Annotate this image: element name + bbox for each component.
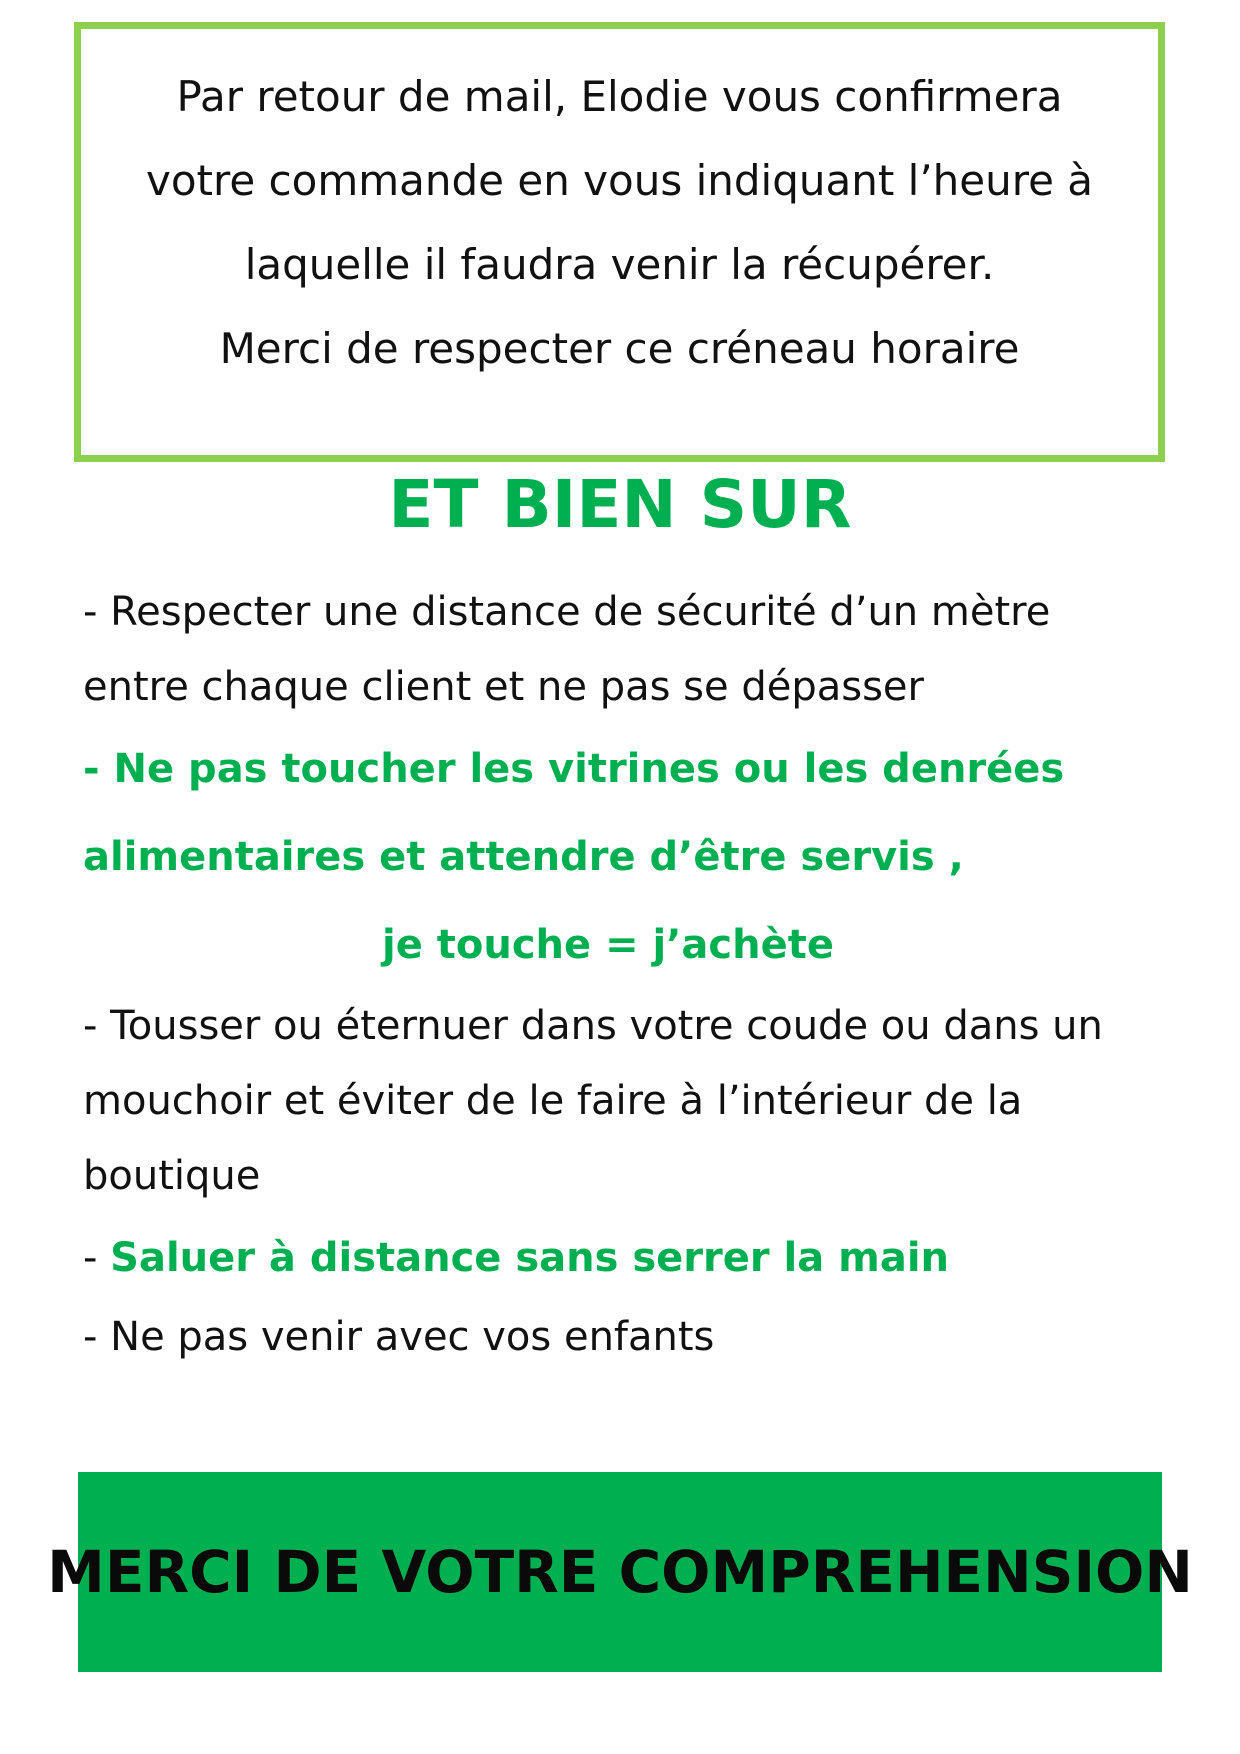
notice-line: votre commande en vous indiquant l’heure à	[145, 156, 1094, 205]
rule-greet-text: Saluer à distance sans serrer la main	[110, 1235, 950, 1281]
rule-line: boutique	[83, 1153, 261, 1199]
notice-line: Par retour de mail, Elodie vous confirmera	[176, 72, 1063, 121]
notice-line: laquelle il faudra venir la récupérer.	[244, 240, 995, 289]
rule-line: mouchoir et éviter de le faire à l’intérieur de la	[83, 1078, 1023, 1124]
rule-line: - Ne pas toucher les vitrines ou les denrées	[83, 746, 1065, 792]
rule-line: - Tousser ou éternuer dans votre coude ou dans un	[83, 1003, 1103, 1049]
order-confirmation-notice	[74, 22, 1165, 462]
rule-children	[83, 1302, 1193, 1372]
rule-line	[83, 1214, 1193, 1302]
rule-slogan: je touche = j’achète	[382, 922, 834, 968]
rules-list	[83, 575, 1193, 1372]
rule-distance	[83, 575, 1193, 725]
rule-line: entre chaque client et ne pas se dépasser	[83, 664, 924, 710]
rule-cough	[83, 989, 1193, 1214]
rule-line: - Respecter une distance de sécurité d’un mètre	[83, 589, 1051, 635]
banner-text: MERCI DE VOTRE COMPREHENSION	[47, 1538, 1193, 1606]
rule-dash: -	[83, 1235, 111, 1281]
notice-line: Merci de respecter ce créneau horaire	[219, 324, 1020, 373]
rule-greet	[83, 1214, 1193, 1302]
rule-line: - Ne pas venir avec vos enfants	[83, 1314, 715, 1360]
section-heading: ET BIEN SUR	[388, 466, 852, 543]
thank-you-banner	[47, 1472, 1193, 1672]
rule-line: alimentaires et attendre d’être servis ,	[83, 834, 964, 880]
rule-no-touch	[83, 725, 1193, 989]
